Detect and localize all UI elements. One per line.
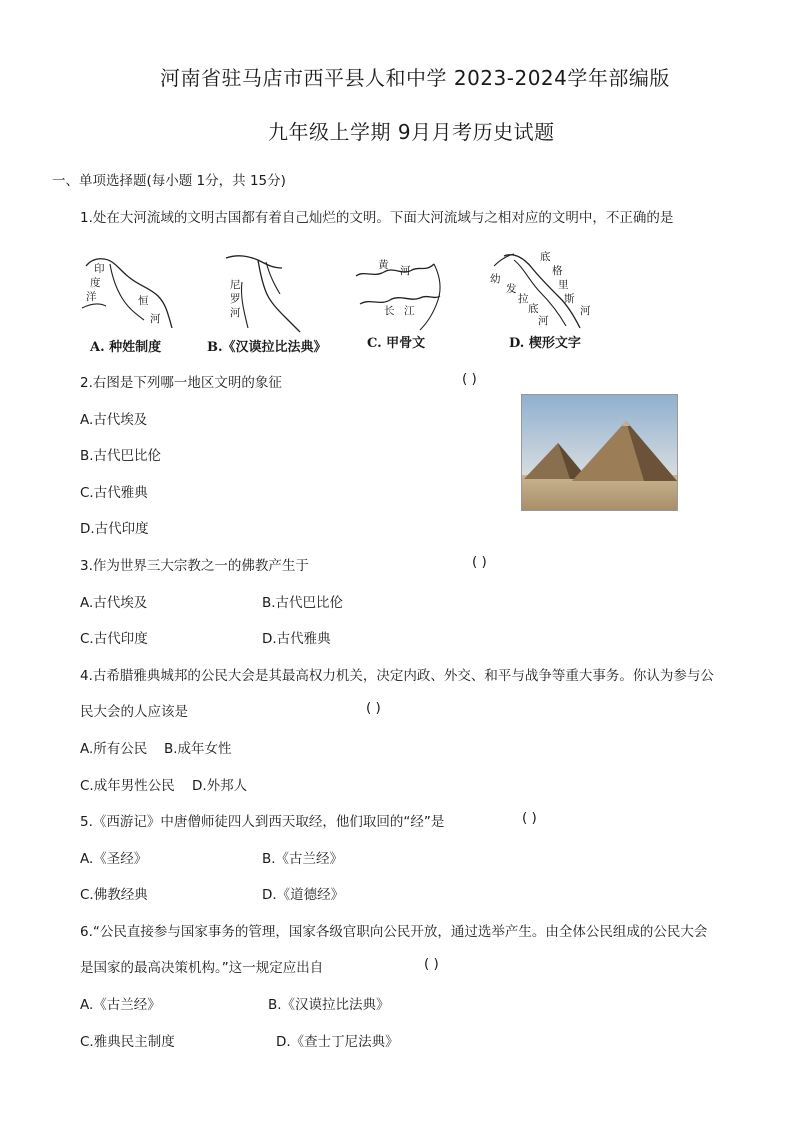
map-egypt-icon [222,252,308,334]
q4-option-d: D.外邦人 [192,778,248,794]
q6-stem-line-1: 6.“公民直接参与国家事务的管理，国家各级官职向公民开放，通过选举产生。由全体公民组成的公民大会 [80,924,708,940]
q4-option-c: C.成年男性公民 [80,778,175,794]
q4-stem-line-1: 4.古希腊雅典城邦的公民大会是其最高权力机关，决定内政、外交、和平与战争等重大事务。你认为参与公 [80,668,714,684]
q6-blank: ( ) [424,956,439,972]
map-c-label-2: 长 [384,305,395,317]
map-d-label-0: 底 [540,251,551,263]
map-a-caption: A. 种姓制度 [90,340,162,355]
q3-option-a: A.古代埃及 [80,595,148,611]
q6-option-b: B.《汉谟拉比法典》 [268,997,390,1013]
map-c-label-3: 江 [404,305,415,317]
map-mesopotamia [484,246,594,332]
map-china [350,252,446,334]
map-c-label-1: 河 [400,265,411,277]
map-a-label-4: 河 [150,313,161,325]
q3-option-d: D.古代雅典 [262,631,331,647]
map-b-caption: B.《汉谟拉比法典》 [207,340,327,355]
map-a-label-2: 洋 [86,291,97,303]
q5-option-b: B.《古兰经》 [262,851,344,867]
q3-stem: 3.作为世界三大宗教之一的佛教产生于 [80,558,309,574]
map-c-caption: C. 甲骨文 [367,336,426,351]
q4-option-a: A.所有公民 [80,741,148,757]
map-b-label-1: 罗 [230,293,241,305]
map-d-label-4: 河 [580,305,591,317]
q2-blank: ( ) [462,371,477,387]
q2-option-c: C.古代雅典 [80,485,148,501]
title-line-1: 河南省驻马店市西平县人和中学 2023-2024学年部编版 [160,66,670,90]
q6-stem-line-2: 是国家的最高决策机构。”这一规定应出自 [80,960,324,976]
q2-option-d: D.古代印度 [80,521,149,537]
q5-stem: 5.《西游记》中唐僧师徒四人到西天取经，他们取回的“经”是 [80,814,445,830]
q2-option-a: A.古代埃及 [80,412,148,428]
q3-blank: ( ) [472,554,487,570]
q5-option-d: D.《道德经》 [262,887,345,903]
q5-option-a: A.《圣经》 [80,851,148,867]
map-mesopotamia-icon [484,246,594,332]
map-d-label-7: 拉 [518,293,529,305]
q6-option-d: D.《查士丁尼法典》 [276,1034,399,1050]
pyramids-icon [522,395,677,510]
map-a-label-3: 恒 [138,295,149,307]
q5-blank: ( ) [522,810,537,826]
q6-option-a: A.《古兰经》 [80,997,161,1013]
q4-option-b: B.成年女性 [164,741,232,757]
section-heading: 一、单项选择题(每小题 1分，共 15分) [52,173,286,189]
q4-stem-line-2: 民大会的人应该是 [80,704,188,720]
map-d-caption: D. 楔形文字 [509,336,581,351]
q3-option-c: C.古代印度 [80,631,148,647]
map-a-label-1: 度 [90,277,101,289]
q5-option-c: C.佛教经典 [80,887,148,903]
map-d-label-2: 里 [558,279,569,291]
title-line-2: 九年级上学期 9月月考历史试题 [268,120,555,144]
q4-blank: ( ) [366,700,381,716]
map-b-label-0: 尼 [230,279,241,291]
q1-stem: 1.处在大河流域的文明古国都有着自己灿烂的文明。下面大河流域与之相对应的文明中，不正确的是 [80,210,674,226]
map-a-label-0: 印 [94,263,105,275]
map-d-label-6: 发 [506,283,517,295]
map-c-label-0: 黄 [378,259,389,271]
map-d-label-8: 底 [528,303,539,315]
pyramids-photo [521,394,678,511]
map-b-label-2: 河 [230,307,241,319]
map-d-label-5: 幼 [490,273,501,285]
q2-option-b: B.古代巴比伦 [80,448,162,464]
map-india-icon [80,252,180,334]
map-d-label-9: 河 [538,315,549,327]
map-india [80,252,180,334]
map-china-icon [350,252,446,334]
q6-option-c: C.雅典民主制度 [80,1034,175,1050]
q3-option-b: B.古代巴比伦 [262,595,344,611]
map-egypt [222,252,308,334]
q2-stem: 2.右图是下列哪一地区文明的象征 [80,375,282,391]
map-d-label-1: 格 [552,265,563,277]
map-d-label-3: 斯 [564,293,575,305]
